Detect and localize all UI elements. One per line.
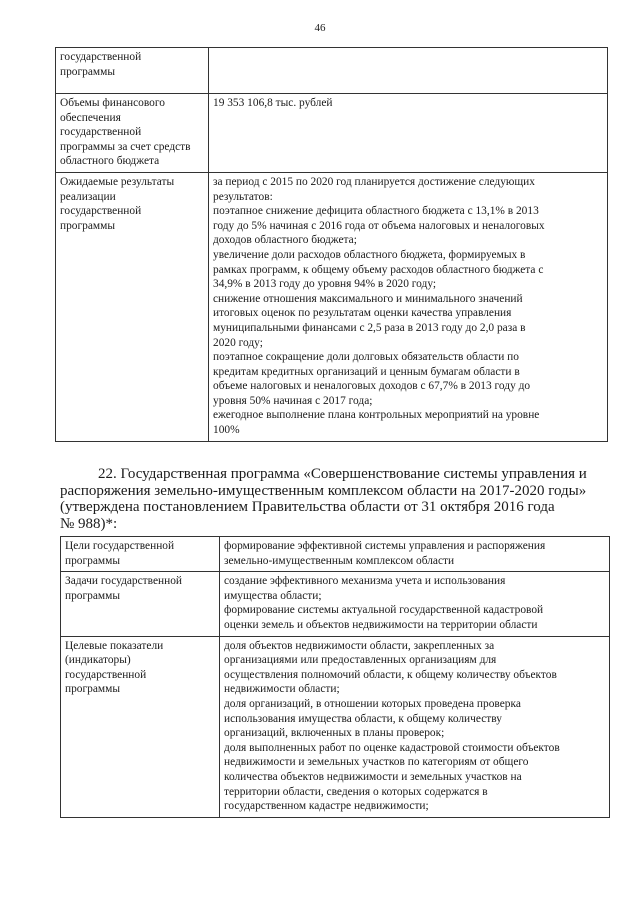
row-label-line: государственной	[65, 668, 147, 681]
row-content-line: территории области, сведения о которых содержатся в	[224, 785, 488, 798]
row-content-line: использования имущества области, к общему количеству	[224, 712, 502, 725]
row-label-line: (индикаторы)	[65, 654, 131, 667]
row-label-cell	[56, 172, 209, 441]
row-content-line: поэтапное снижение дефицита областного бюджета с 13,1% в 2013	[213, 205, 539, 218]
table-row	[61, 572, 610, 636]
row-content-cell	[209, 172, 608, 441]
row-label-line: государственной	[60, 205, 142, 218]
row-content-line: земельно-имущественным комплексом области	[224, 554, 455, 567]
row-content-line: формирование системы актуальной государственной кадастровой	[224, 604, 544, 617]
row-content-cell	[220, 572, 610, 636]
row-content-line: доля организаций, в отношении которых проведена проверка	[224, 697, 521, 710]
row-content-line: увеличение доли расходов областного бюджета, формируемых в	[213, 248, 526, 261]
row-label-line: программы	[65, 683, 120, 696]
row-label-line: программы	[65, 589, 120, 602]
section-heading-line: распоряжения земельно-имущественным комплексом области на 2017-2020 годы»	[60, 482, 587, 499]
row-content-line: рамках программ, к общему объему расходов областного бюджета с	[213, 263, 544, 276]
row-content-line: доля выполненных работ по оценке кадастровой стоимости объектов	[224, 741, 560, 754]
row-label-line: программы за счет средств	[60, 140, 191, 153]
row-content-line: организациями или предоставленных организациям для	[224, 654, 497, 667]
row-content-line: снижение отношения максимального и минимального значений	[213, 292, 523, 305]
row-content-line: создание эффективного механизма учета и использования	[224, 575, 506, 588]
table-row	[56, 172, 608, 441]
row-content-cell	[209, 94, 608, 173]
row-label-line: программы	[60, 219, 115, 232]
row-content-line: результатов:	[213, 190, 273, 203]
table-row	[61, 636, 610, 817]
row-label-line: Целевые показатели	[65, 639, 164, 652]
row-content-line: 100%	[213, 424, 240, 437]
row-content-line: поэтапное сокращение доли долговых обязательств области по	[213, 351, 519, 364]
row-label-line: реализации	[60, 190, 116, 203]
section-22-heading	[60, 466, 610, 532]
row-content-line: недвижимости и земельных участков по категориям от общего	[224, 756, 529, 769]
row-content-line: недвижимости области;	[224, 683, 340, 696]
row-label-line: обеспечения	[60, 111, 121, 124]
section-heading-line: (утверждена постановлением Правительства области от 31 октября 2016 года	[60, 499, 555, 515]
row-label-cell	[61, 636, 220, 817]
table-financing-results	[55, 47, 608, 442]
row-label-cell	[61, 572, 220, 636]
table-program-22-passport	[60, 536, 610, 818]
row-content-line: 19 353 106,8 тыс. рублей	[213, 97, 333, 109]
row-label-line: государственной	[60, 51, 142, 63]
row-label-line: программы	[60, 65, 115, 78]
table-row	[56, 48, 608, 94]
row-content-line: организаций, включенных в планы проверок;	[224, 727, 445, 740]
row-label-line: Задачи государственной	[65, 575, 183, 588]
row-content-line: осуществления полномочий области, к общему количеству объектов	[224, 668, 557, 681]
row-content-line: доля объектов недвижимости области, закрепленных за	[224, 639, 495, 652]
row-content-line: государственном кадастре недвижимости;	[224, 800, 429, 813]
row-label-line: Ожидаемые результаты	[60, 175, 175, 188]
section-heading-line: № 988)*:	[60, 515, 118, 532]
row-content-line: имущества области;	[224, 589, 322, 602]
row-content-line: 2020 году;	[213, 336, 263, 349]
row-content-cell	[209, 48, 608, 94]
row-content-line: кредитам кредитных организаций и ценным бумагам области в	[213, 365, 520, 378]
row-content-line: за период с 2015 по 2020 год планируется достижение следующих	[213, 175, 535, 188]
row-content-line: оценки земель и объектов недвижимости на территории области	[224, 618, 538, 631]
row-content-line: доходов областного бюджета;	[213, 234, 357, 247]
row-label-line: областного бюджета	[60, 155, 160, 168]
row-content-line: ежегодное выполнение плана контрольных мероприятий на уровне	[213, 409, 540, 422]
row-content-cell	[220, 636, 610, 817]
row-content-line: итоговых оценок по результатам оценки качества управления	[213, 307, 512, 320]
row-label-line: программы	[65, 554, 120, 567]
row-content-line: году до 5% начиная с 2016 года от объема налоговых и неналоговых	[213, 219, 545, 232]
row-label-cell	[61, 537, 220, 572]
row-content-cell	[220, 537, 610, 572]
row-content-line: уровня 50% начиная с 2017 года;	[213, 394, 373, 407]
row-label-line: Объемы финансового	[60, 97, 165, 109]
section-heading-line: 22. Государственная программа «Совершенствование системы управления и	[98, 466, 587, 482]
row-content-line: 34,9% в 2013 году до уровня 94% в 2020 году;	[213, 278, 437, 291]
row-label-cell	[56, 94, 209, 173]
row-label-line: государственной	[60, 126, 142, 139]
row-label-line: Цели государственной	[65, 540, 175, 552]
row-content-line: муниципальными финансами с 2,5 раза в 2013 году до 2,0 раза в	[213, 321, 526, 334]
table-row	[61, 537, 610, 572]
row-label-cell	[56, 48, 209, 94]
row-content-line: количества объектов недвижимости и земельных участков на	[224, 770, 522, 783]
table-row	[56, 94, 608, 173]
page-number: 46	[314, 22, 326, 34]
row-content-line: формирование эффективной системы управления и распоряжения	[224, 540, 546, 552]
row-content-line: объеме налоговых и неналоговых доходов с 67,7% в 2013 году до	[213, 380, 531, 393]
